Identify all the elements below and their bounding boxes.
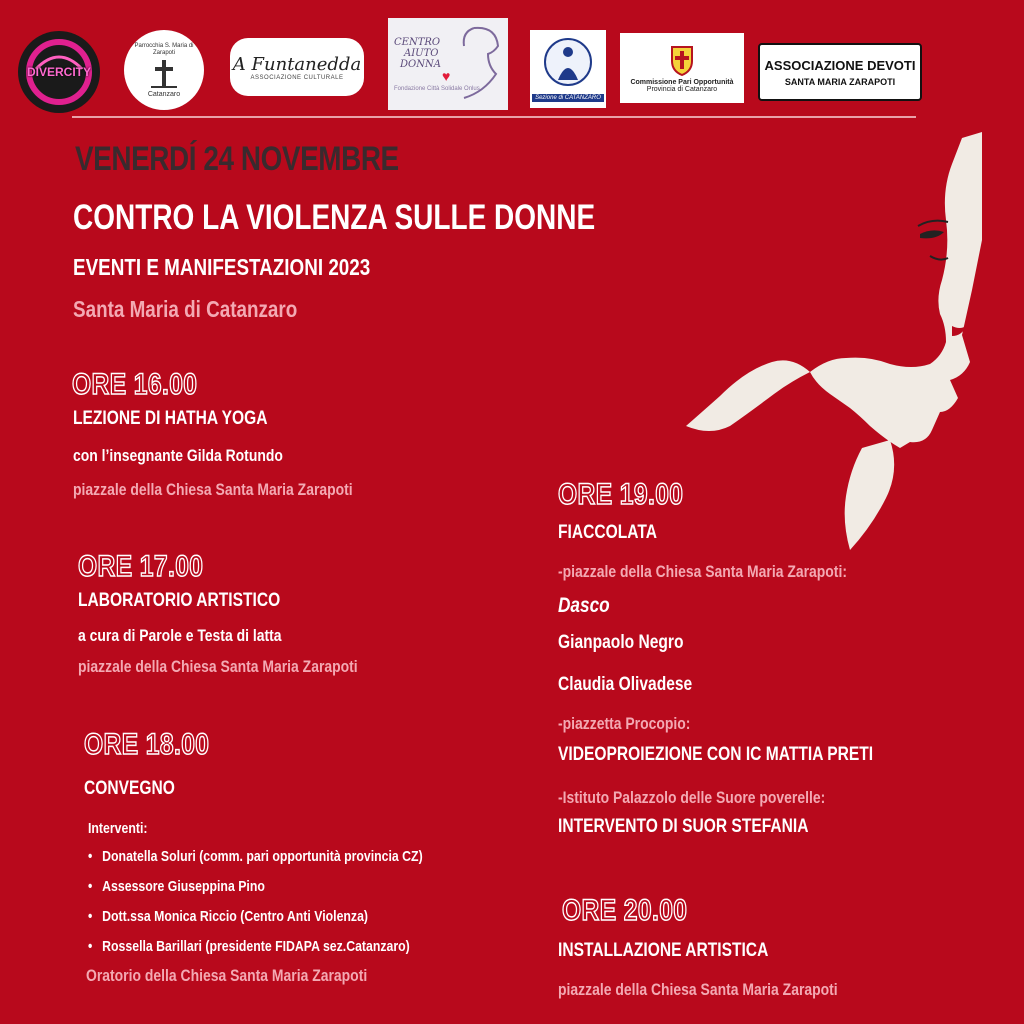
artist-olivadese: Claudia Olivadese [558,674,693,695]
event-time-1800: ORE 18.00 [84,728,210,761]
centro-line2: AIUTO [404,47,439,59]
event-place-convegno: Oratorio della Chiesa Santa Maria Zarapoti [86,966,368,985]
list-item: • Dott.ssa Monica Riccio (Centro Anti Violenza) [88,908,423,938]
event-time-1900: ORE 19.00 [558,478,684,511]
videoproiezione-title: VIDEOPROIEZIONE CON IC MATTIA PRETI [558,744,874,765]
commissione-line1: Commissione Pari Opportunità [630,79,734,86]
event-title-laboratorio: LABORATORIO ARTISTICO [78,590,281,611]
parrocchia-bottom-text: Catanzaro [147,90,181,98]
coat-of-arms-icon [669,43,695,77]
event-text-yoga: con l’insegnante Gilda Rotundo [73,446,283,465]
centro-line3: DONNA [400,58,441,70]
event-place-installazione: piazzale della Chiesa Santa Maria Zarapoti [558,980,838,999]
location-title: Santa Maria di Catanzaro [73,296,298,322]
woman-profile-icon [444,22,504,102]
devoti-line1: ASSOCIAZIONE DEVOTI [764,57,916,73]
intervento-suor-title: INTERVENTO DI SUOR STEFANIA [558,816,809,837]
list-item: • Rossella Barillari (presidente FIDAPA sez.Catanzaro) [88,938,423,968]
event-title-convegno: CONVEGNO [84,778,175,799]
event-title-fiaccolata: FIACCOLATA [558,522,657,543]
interventi-list [88,848,496,968]
list-item: • Assessore Giuseppina Pino [88,878,423,908]
associazione-devoti-logo [758,43,922,101]
event-time-1600: ORE 16.00 [72,368,198,401]
interventi-label: Interventi: [88,820,148,837]
centro-aiuto-donna-logo [388,18,508,110]
centro-sub: Fondazione Città Solidale Onlus [394,85,480,92]
header-divider [72,116,916,118]
event-title-yoga: LEZIONE DI HATHA YOGA [73,408,268,429]
sezione-text: Sezione di CATANZARO [532,94,604,102]
funtanedda-logo [230,38,364,96]
artist-negro: Gianpaolo Negro [558,632,684,653]
parrocchia-top-text: Parrocchia S. Maria di Zarapoti [134,42,194,56]
funtanedda-sub: ASSOCIAZIONE CULTURALE [250,74,344,81]
artist-dasco: Dasco [558,594,610,617]
madonna-emblem-icon [542,36,594,88]
event-title-installazione: INSTALLAZIONE ARTISTICA [558,940,769,961]
event-date: VENERDÍ 24 NOVEMBRE [75,140,399,178]
centro-line1: CENTRO [394,36,441,48]
event-place-yoga: piazzale della Chiesa Santa Maria Zarapoti [73,480,353,499]
divercity-text: DIVERCITY [26,65,91,79]
main-title: CONTRO LA VIOLENZA SULLE DONNE [73,198,596,237]
event-place-laboratorio: piazzale della Chiesa Santa Maria Zarapoti [78,657,358,676]
list-item: • Donatella Soluri (comm. pari opportunità provincia CZ) [88,848,423,878]
divercity-logo [18,31,100,113]
fiaccolata-place-1: -piazzale della Chiesa Santa Maria Zarapoti: [558,562,847,581]
women-profiles-illustration [650,130,990,560]
commissione-line2: Provincia di Catanzaro [646,86,718,93]
parrocchia-logo [124,30,204,110]
fiaccolata-place-2: -piazzetta Procopio: [558,714,691,733]
sub-title: EVENTI E MANIFESTAZIONI 2023 [73,254,371,280]
event-text-laboratorio: a cura di Parole e Testa di latta [78,626,282,645]
church-cross-icon [147,57,181,91]
heart-icon: ♥ [442,68,451,84]
commissione-logo [620,33,744,103]
devoti-line2: SANTA MARIA ZARAPOTI [784,76,896,87]
funtanedda-name: A Funtanedda [232,53,362,75]
fiaccolata-place-3: -Istituto Palazzolo delle Suore poverelle: [558,788,826,807]
sezione-catanzaro-logo [530,30,606,108]
event-time-1700: ORE 17.00 [78,550,204,583]
event-time-2000: ORE 20.00 [562,894,688,927]
